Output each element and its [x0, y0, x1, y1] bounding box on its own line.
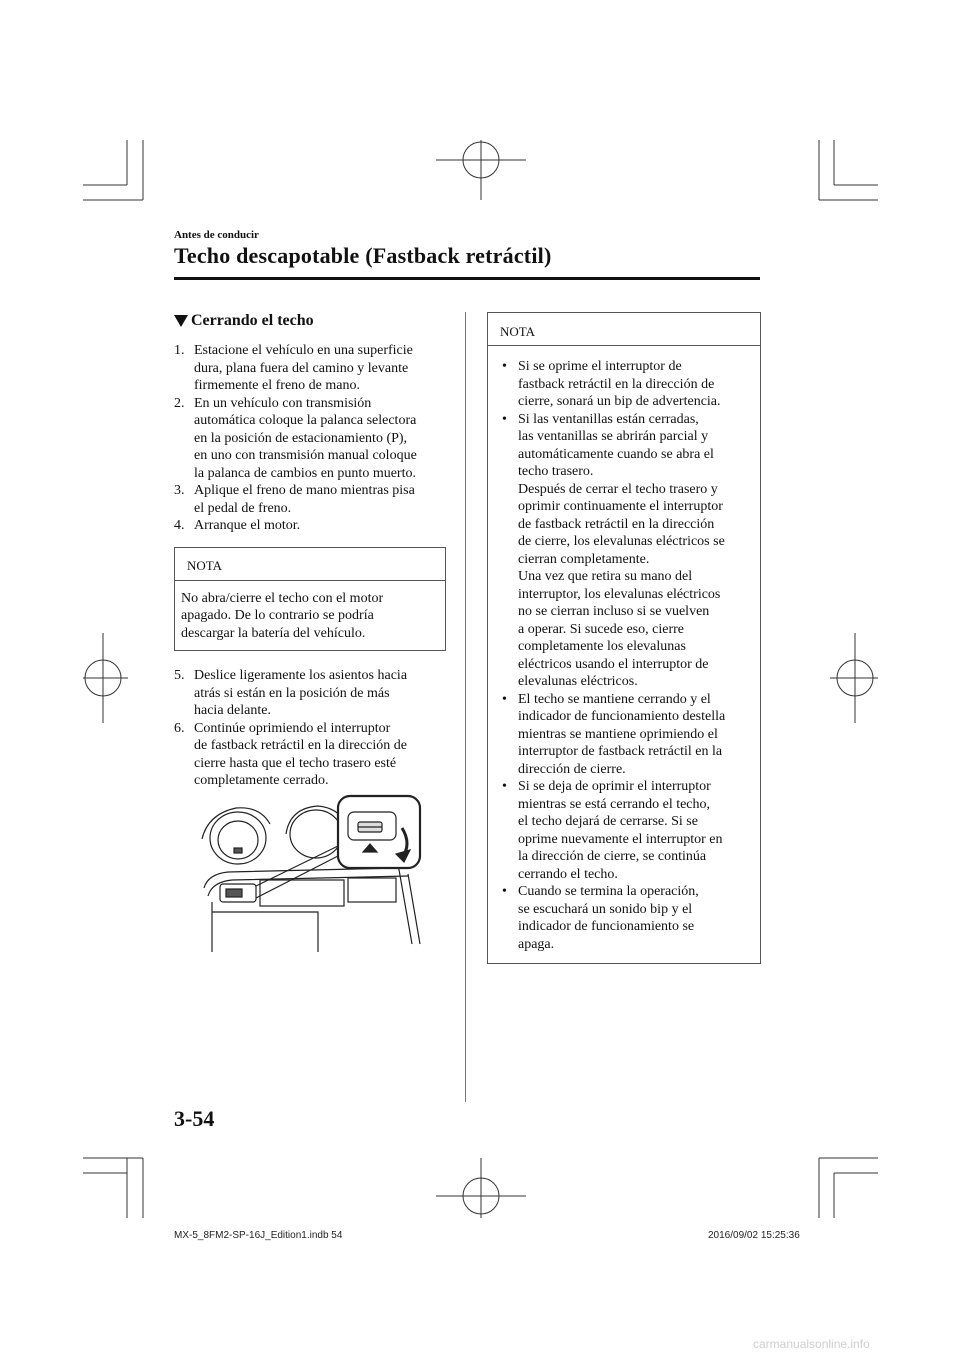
- bullet-line: elevalunas eléctricos.: [518, 674, 638, 689]
- step-line: Continúe oprimiendo el interruptor: [194, 720, 391, 736]
- bullet-line: el techo dejará de cerrarse. Si se: [518, 814, 698, 829]
- title-rule: [174, 277, 760, 280]
- bullet-line: completamente los elevalunas: [518, 639, 686, 654]
- bullet-line: indicador de funcionamiento destella: [518, 709, 726, 724]
- bullet-line: apaga.: [518, 936, 555, 952]
- page-title: Techo descapotable (Fastback retráctil): [174, 243, 552, 268]
- note-label: NOTA: [175, 548, 445, 581]
- bullet-line: El techo se mantiene cerrando y el: [518, 691, 711, 707]
- bullet-line: de fastback retráctil en la dirección: [518, 516, 715, 532]
- step-line: hacia delante.: [194, 703, 271, 718]
- bullet-line: Si las ventanillas están cerradas,: [518, 411, 699, 427]
- list-item: [174, 395, 446, 483]
- bullet-line: Una vez que retira su mano del: [518, 569, 693, 584]
- step-number: 2.: [174, 395, 185, 411]
- step-line: En un vehículo con transmisión: [194, 395, 372, 411]
- step-number: 6.: [174, 720, 185, 736]
- sub-heading-text: Cerrando el techo: [191, 312, 314, 329]
- list-item: [502, 411, 754, 691]
- bullet-line: automáticamente cuando se abra el: [518, 446, 714, 462]
- sub-heading: [174, 312, 446, 330]
- note-line: apagado. De lo contrario se podría: [181, 608, 374, 623]
- step-number: 5.: [174, 668, 185, 683]
- list-item: [174, 720, 446, 790]
- step-line: Deslice ligeramente los asientos hacia: [194, 668, 408, 683]
- note-bullet-list: [488, 346, 760, 953]
- bullet-line: eléctricos usando el interruptor de: [518, 656, 709, 672]
- bullet-line: Cuando se termina la operación,: [518, 884, 699, 899]
- bullet-line: se escuchará un sonido bip y el: [518, 901, 693, 917]
- bullet-line: fastback retráctil en la dirección de: [518, 376, 715, 392]
- bullet-line: las ventanillas se abrirán parcial y: [518, 429, 709, 444]
- page-number: 3-54: [174, 1106, 215, 1131]
- triangle-down-icon: [174, 315, 188, 327]
- bullet-line: oprime nuevamente el interruptor en: [518, 831, 723, 847]
- column-divider: [465, 312, 466, 1102]
- steps-list: [174, 342, 446, 535]
- step-line: en la posición de estacionamiento (P),: [194, 430, 408, 446]
- bullet-line: techo trasero.: [518, 464, 594, 479]
- bullet-line: interruptor, los elevalunas eléctricos: [518, 586, 721, 602]
- bullet-icon: •: [502, 359, 507, 374]
- step-line: de fastback retráctil en la dirección de: [194, 738, 407, 753]
- note-line: No abra/cierre el techo con el motor: [181, 590, 384, 606]
- step-number: 4.: [174, 518, 185, 533]
- note-line: descargar la batería del vehículo.: [181, 625, 366, 641]
- step-line: firmemente el freno de mano.: [194, 378, 360, 393]
- step-line: Arranque el motor.: [194, 518, 301, 533]
- steps-list-continued: [174, 667, 446, 790]
- list-item: [502, 358, 754, 411]
- bullet-icon: •: [502, 779, 507, 794]
- bullet-line: Si se deja de oprimir el interruptor: [518, 779, 711, 794]
- bullet-line: Si se oprime el interruptor de: [518, 359, 682, 374]
- list-item: [174, 342, 446, 395]
- step-line: dura, plana fuera del camino y levante: [194, 360, 409, 376]
- footer-file: MX-5_8FM2-SP-16J_Edition1.indb 54: [174, 1230, 343, 1241]
- note-box: [174, 547, 446, 652]
- list-item: [174, 517, 446, 535]
- list-item: [502, 883, 754, 953]
- bullet-line: de cierre, los elevalunas eléctricos se: [518, 534, 725, 549]
- bullet-line: cerrando el techo.: [518, 866, 618, 882]
- footer-timestamp: 2016/09/02 15:25:36: [708, 1230, 800, 1241]
- bullet-line: no se cierran incluso si se vuelven: [518, 604, 710, 619]
- bullet-line: oprimir continuamente el interruptor: [518, 499, 723, 514]
- bullet-line: a operar. Si sucede eso, cierre: [518, 621, 684, 637]
- step-number: 3.: [174, 483, 185, 498]
- list-item: [502, 778, 754, 883]
- roof-switch-illustration: [198, 794, 424, 954]
- bullet-line: mientras se mantiene oprimiendo el: [518, 726, 718, 742]
- bullet-line: indicador de funcionamiento se: [518, 919, 695, 934]
- bullet-line: cierran completamente.: [518, 551, 650, 567]
- step-line: automática coloque la palanca selectora: [194, 413, 417, 428]
- bullet-icon: •: [502, 691, 507, 707]
- bullet-line: interruptor de fastback retráctil en la: [518, 744, 723, 759]
- step-line: cierre hasta que el techo trasero esté: [194, 755, 397, 771]
- step-line: la palanca de cambios en punto muerto.: [194, 465, 416, 481]
- step-line: completamente cerrado.: [194, 773, 329, 788]
- step-line: el pedal de freno.: [194, 500, 292, 516]
- bullet-line: Después de cerrar el techo trasero y: [518, 481, 718, 497]
- list-item: [174, 482, 446, 517]
- bullet-line: la dirección de cierre, se continúa: [518, 849, 707, 864]
- step-line: Estacione el vehículo en una superficie: [194, 343, 413, 358]
- step-line: Aplique el freno de mano mientras pisa: [194, 483, 415, 498]
- step-line: atrás si están en la posición de más: [194, 685, 390, 701]
- note-label: NOTA: [488, 313, 760, 346]
- step-line: en uno con transmisión manual coloque: [194, 448, 417, 463]
- left-column: [174, 312, 446, 959]
- note-body: [175, 581, 445, 651]
- right-note-box: [487, 312, 761, 964]
- bullet-icon: •: [502, 411, 507, 427]
- list-item: [502, 691, 754, 779]
- list-item: [174, 667, 446, 720]
- section-label: Antes de conducir: [174, 229, 259, 241]
- bullet-icon: •: [502, 884, 507, 899]
- bullet-line: mientras se está cerrando el techo,: [518, 796, 711, 812]
- bullet-line: cierre, sonará un bip de advertencia.: [518, 394, 721, 409]
- watermark: carmanualsonline.info: [753, 1337, 870, 1351]
- step-number: 1.: [174, 343, 185, 358]
- bullet-line: dirección de cierre.: [518, 761, 626, 777]
